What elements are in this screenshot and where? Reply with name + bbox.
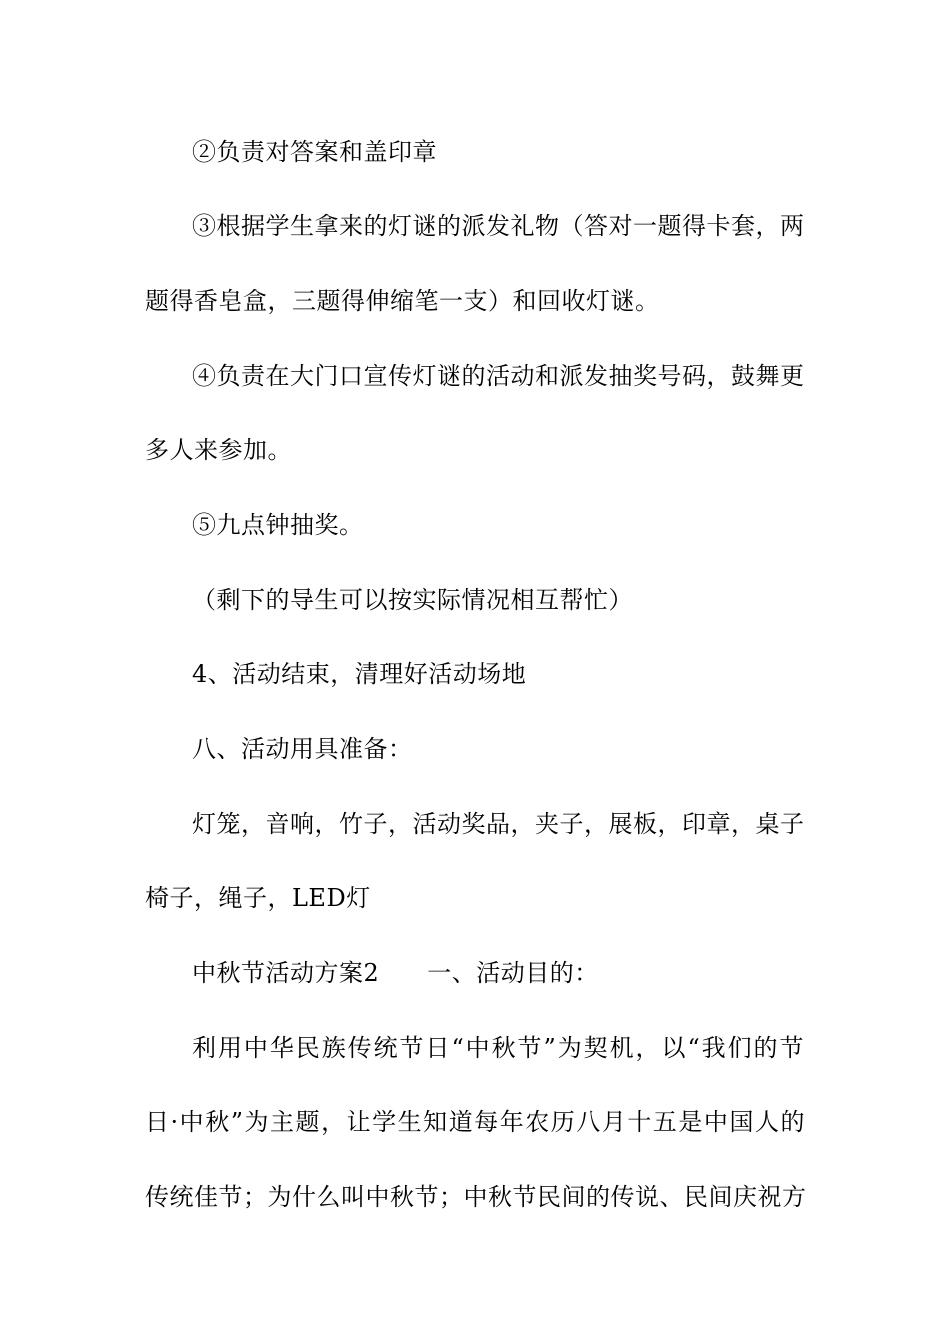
paragraph-line-15: 日·中秋”为主题，让学生知道每年农历八月十五是中国人的 [145, 1108, 805, 1136]
paragraph-line-3: 题得香皂盒，三题得伸缩笔一支）和回收灯谜。 [145, 287, 660, 315]
paragraph-line-2: ③根据学生拿来的灯谜的派发礼物（答对一题得卡套，两 [192, 212, 805, 240]
paragraph-line-6: ⑤九点钟抽奖。 [192, 511, 364, 539]
paragraph-line-16: 传统佳节；为什么叫中秋节；中秋节民间的传说、民间庆祝方 [145, 1183, 807, 1211]
section-heading-8: 八、活动用具准备： [192, 735, 413, 763]
paragraph-line-8: 4、活动结束，清理好活动场地 [192, 660, 527, 688]
section-heading-1: 一、活动目的： [427, 959, 599, 987]
paragraph-line-14: 利用中华民族传统节日“中秋节”为契机，以“我们的节 [192, 1034, 804, 1062]
section-title-line [192, 957, 599, 989]
paragraph-line-4: ④负责在大门口宣传灯谜的活动和派发抽奖号码，鼓舞更 [192, 362, 805, 390]
plan-title: 中秋节活动方案2 [192, 959, 380, 987]
paragraph-line-10: 灯笼，音响，竹子，活动奖品，夹子，展板，印章，桌子 [192, 810, 805, 838]
paragraph-line-7: （剩下的导生可以按实际情况相互帮忙） [192, 586, 633, 614]
paragraph-line-11: 椅子，绳子，LED灯 [145, 884, 371, 912]
paragraph-line-5: 多人来参加。 [145, 436, 292, 464]
paragraph-line-1: ②负责对答案和盖印章 [192, 138, 437, 166]
